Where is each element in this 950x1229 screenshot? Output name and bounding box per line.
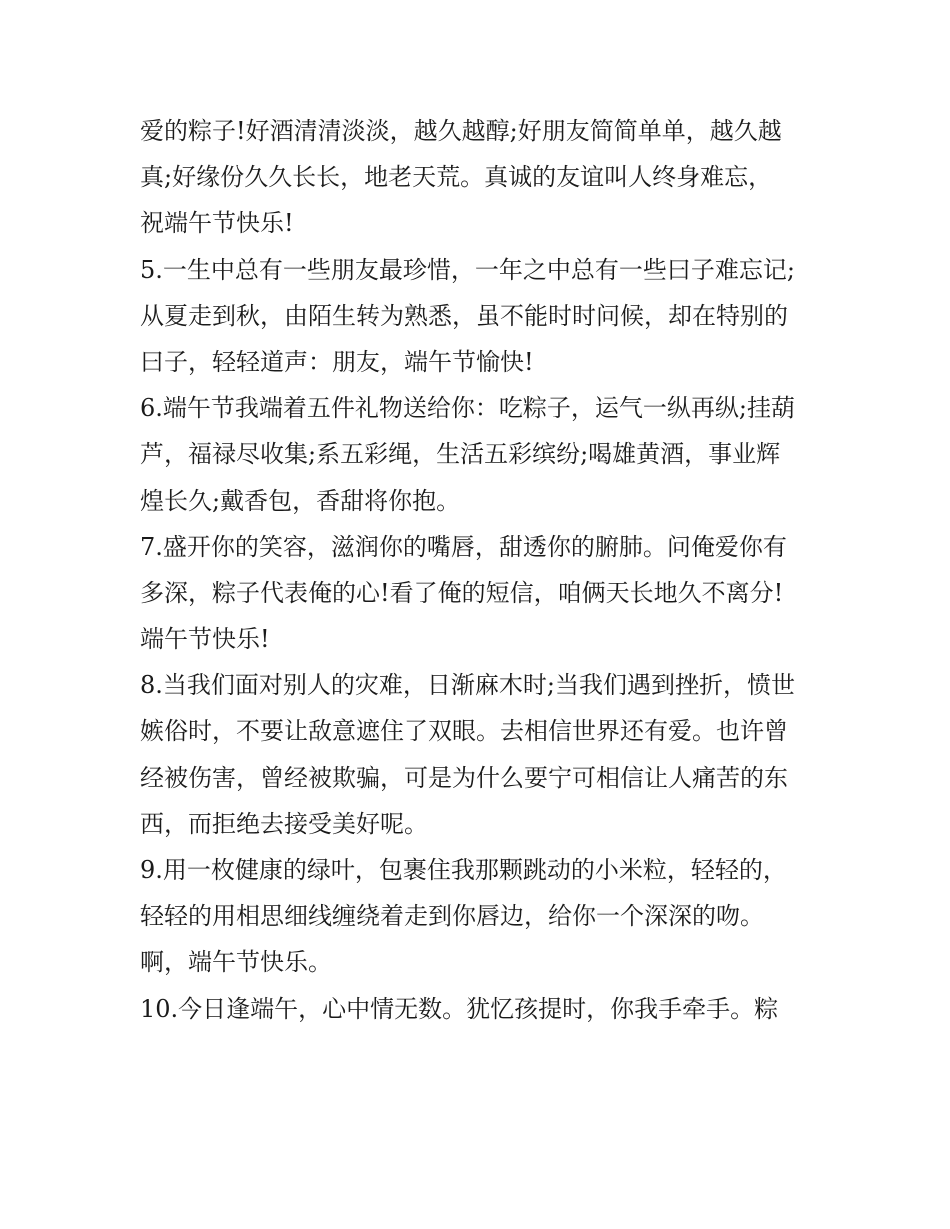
text-line: 曰子，轻轻道声：朋友，端午节愉快!	[140, 347, 534, 376]
text-line: 芦，福禄尽收集;系五彩绳，生活五彩缤纷;喝雄黄酒，事业辉	[140, 440, 781, 469]
text-line: 端午节快乐!	[140, 625, 270, 654]
text-line: 6.端午节我端着五件礼物送给你：吃粽子，运气一纵再纵;挂葫	[140, 394, 795, 423]
text-line: 西，而拒绝去接受美好呢。	[140, 809, 428, 838]
text-line: 从夏走到秋，由陌生转为熟悉，虽不能时时问候，却在特别的	[140, 301, 788, 330]
text-line: 9.用一枚健康的绿叶，包裹住我那颗跳动的小米粒，轻轻的，	[140, 856, 787, 884]
text-line: 10.今日逢端午，心中情无数。犹忆孩提时，你我手牵手。粽	[140, 994, 779, 1023]
text-line: 啊，端午节快乐。	[140, 948, 332, 977]
text-line: 5.一生中总有一些朋友最珍惜，一年之中总有一些曰子难忘记;	[140, 255, 795, 284]
text-line: 经被伤害，曾经被欺骗，可是为什么要宁可相信让人痛苦的东	[140, 763, 788, 792]
text-line: 真;好缘份久久长长，地老天荒。真诚的友谊叫人终身难忘，	[140, 163, 773, 192]
text-line: 嫉俗时，不要让敌意遮住了双眼。去相信世界还有爱。也许曾	[140, 717, 788, 746]
text-line: 煌长久;戴香包，香甜将你抱。	[140, 486, 461, 515]
text-line: 爱的粽子!好酒清清淡淡，越久越醇;好朋友简简单单，越久越	[140, 117, 782, 145]
text-line: 8.当我们面对别人的灾难，日渐麻木时;当我们遇到挫折，愤世	[140, 671, 795, 700]
text-line: 7.盛开你的笑容，滋润你的嘴唇，甜透你的腑肺。问俺爱你有	[140, 532, 787, 561]
text-line: 轻轻的用相思细线缠绕着走到你唇边，给你一个深深的吻。	[140, 902, 764, 931]
text-line: 多深，粽子代表俺的心!看了俺的短信，咱俩天长地久不离分!	[140, 578, 784, 607]
text-line: 祝端午节快乐!	[140, 209, 294, 238]
document-body	[140, 108, 830, 1032]
